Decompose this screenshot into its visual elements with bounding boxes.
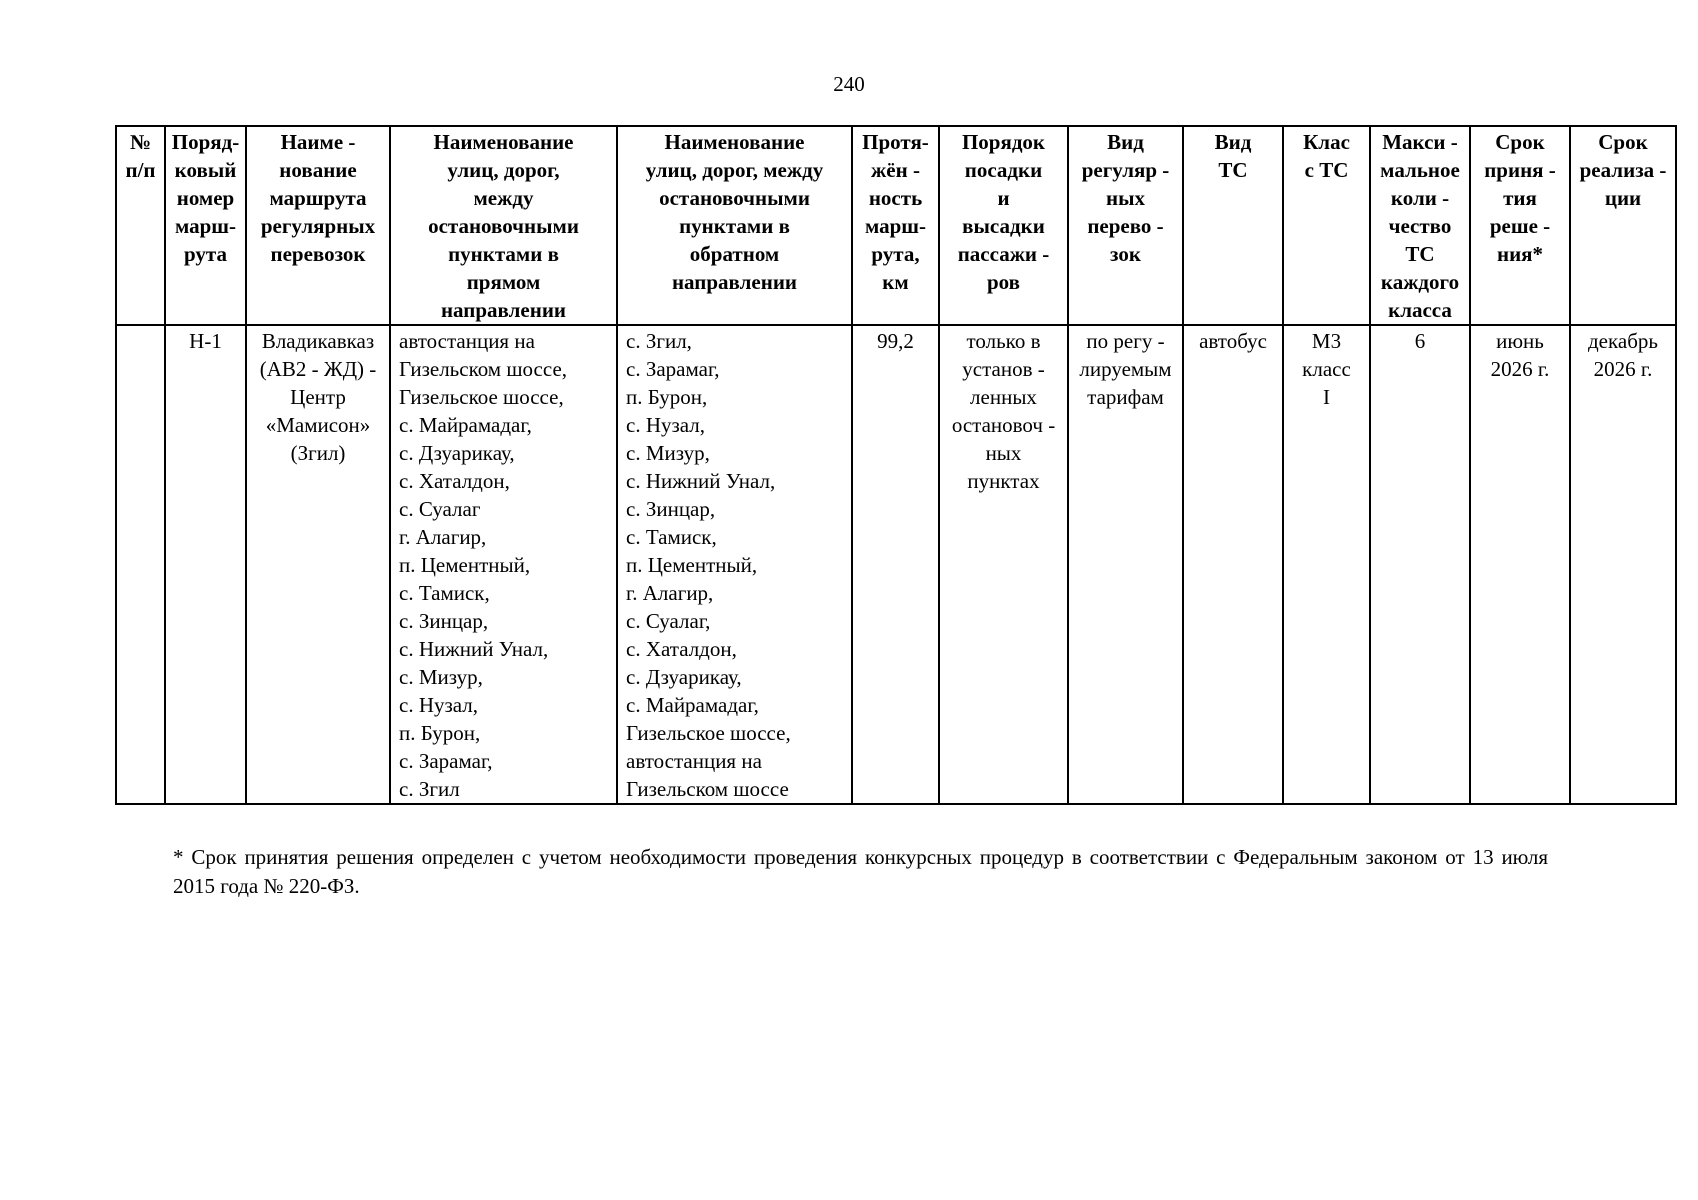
header-cell xyxy=(1570,126,1676,325)
cell-line: ленных xyxy=(970,385,1037,409)
max-count-cell xyxy=(1370,325,1470,804)
cell-line: маршрута xyxy=(269,186,367,210)
cell-line: км xyxy=(882,270,909,294)
cell-line: Наименование xyxy=(664,130,805,154)
cell-line: июнь xyxy=(1496,329,1544,353)
cell-line: мальное xyxy=(1380,158,1460,182)
page-number: 240 xyxy=(833,72,865,96)
cell-line: автостанция на xyxy=(626,749,762,773)
header-cell xyxy=(617,126,852,325)
cell-line: п. Цементный, xyxy=(399,553,531,577)
cell-line: остановоч - xyxy=(951,413,1056,437)
cell-line: Срок xyxy=(1495,130,1545,154)
cell-line: рута, xyxy=(871,242,920,266)
cell-line: улиц, дорог, xyxy=(447,158,560,182)
num-cell xyxy=(116,325,165,804)
cell-line: с. Суалаг, xyxy=(626,609,711,633)
decision-date-cell xyxy=(1470,325,1570,804)
cell-line: с. Хаталдон, xyxy=(626,637,737,661)
cell-line: ных xyxy=(985,441,1022,465)
header-cell xyxy=(1068,126,1183,325)
table-row xyxy=(116,325,1676,804)
cell-line: каждого xyxy=(1380,270,1460,294)
cell-line: по регу - xyxy=(1086,329,1165,353)
cell-line: (Згил) xyxy=(290,441,346,465)
cell-line: с. Нижний Унал, xyxy=(626,469,776,493)
cell-line: ковый xyxy=(174,158,237,182)
cell-line: нование xyxy=(279,158,357,182)
cell-line: 2026 г. xyxy=(1593,357,1653,381)
cell-line: зок xyxy=(1110,242,1141,266)
header-cell xyxy=(246,126,390,325)
cell-line: коли - xyxy=(1390,186,1450,210)
cell-line: ность xyxy=(868,186,923,210)
cell-line: чество xyxy=(1388,214,1452,238)
header-cell xyxy=(1183,126,1283,325)
cell-line: Гизельское шоссе, xyxy=(626,721,791,745)
route-length-cell xyxy=(852,325,939,804)
cell-line: Клас xyxy=(1303,130,1350,154)
cell-line: марш- xyxy=(174,214,237,238)
header-cell xyxy=(1283,126,1370,325)
cell-line: направлении xyxy=(671,270,798,294)
cell-line: и xyxy=(997,186,1010,210)
cell-line: с. Зинцар, xyxy=(399,609,489,633)
cell-line: с. Нижний Унал, xyxy=(399,637,549,661)
cell-line: перево - xyxy=(1087,214,1164,238)
cell-line: Протя- xyxy=(862,130,929,154)
cell-line: с. Майрамадаг, xyxy=(626,693,759,717)
cell-line: г. Алагир, xyxy=(399,525,487,549)
cell-line: п. Цементный, xyxy=(626,553,758,577)
cell-line: рута xyxy=(184,242,227,266)
cell-line: приня - xyxy=(1484,158,1556,182)
cell-line: направлении xyxy=(440,298,567,322)
header-cell xyxy=(1470,126,1570,325)
header-cell xyxy=(852,126,939,325)
route-number-cell xyxy=(165,325,246,804)
cell-line: с. Згил, xyxy=(626,329,692,353)
cell-line: номер xyxy=(176,186,235,210)
transport-type-cell xyxy=(1068,325,1183,804)
cell-line: пассажи - xyxy=(957,242,1050,266)
cell-line: с. Нузал, xyxy=(626,413,706,437)
cell-line: перевозок xyxy=(270,242,366,266)
cell-line: Наименование xyxy=(433,130,574,154)
cell-line: с. Зарамаг, xyxy=(626,357,720,381)
cell-line: ных xyxy=(1106,186,1145,210)
cell-line: декабрь xyxy=(1588,329,1658,353)
cell-line: только в xyxy=(966,329,1041,353)
footnote: * Срок принятия решения определен с учетом необходимости проведения конкурсных процедур в соответствии с Федеральным законом от 13 июля 2015 года № 220-ФЗ. xyxy=(173,845,1548,898)
cell-line: Н-1 xyxy=(189,329,222,353)
cell-line: регуляр - xyxy=(1081,158,1170,182)
cell-line: с. Майрамадаг, xyxy=(399,413,532,437)
cell-line: остановочными xyxy=(659,186,810,210)
cell-line: с. Тамиск, xyxy=(399,581,490,605)
cell-line: 99,2 xyxy=(877,329,914,353)
cell-line: лируемым xyxy=(1079,357,1172,381)
cell-line: улиц, дорог, между xyxy=(645,158,824,182)
cell-line: Поряд- xyxy=(171,130,240,154)
cell-line: пунктами в xyxy=(448,242,559,266)
cell-line: ров xyxy=(987,270,1020,294)
cell-line: Владикавказ xyxy=(261,329,375,353)
header-cell xyxy=(165,126,246,325)
cell-line: остановочными xyxy=(428,214,579,238)
vehicle-class-cell xyxy=(1283,325,1370,804)
cell-line: Макси - xyxy=(1382,130,1458,154)
cell-line: с ТС xyxy=(1304,158,1349,182)
cell-line: реше - xyxy=(1489,214,1551,238)
cell-line: пунктах xyxy=(967,469,1040,493)
cell-line: ции xyxy=(1604,186,1642,210)
cell-line: г. Алагир, xyxy=(626,581,714,605)
implementation-date-cell xyxy=(1570,325,1676,804)
cell-line: класс xyxy=(1302,357,1351,381)
cell-line: Вид xyxy=(1214,130,1252,154)
cell-line: посадки xyxy=(964,158,1043,182)
cell-line: высадки xyxy=(962,214,1045,238)
cell-line: тия xyxy=(1503,186,1537,210)
cell-line: класса xyxy=(1388,298,1452,322)
cell-line: автостанция на xyxy=(399,329,535,353)
cell-line: I xyxy=(1323,385,1330,409)
cell-line: с. Суалаг xyxy=(399,497,481,521)
cell-line: марш- xyxy=(864,214,927,238)
cell-line: п/п xyxy=(125,158,156,182)
cell-line: с. Мизур, xyxy=(626,441,710,465)
cell-line: Вид xyxy=(1107,130,1144,154)
cell-line: 6 xyxy=(1414,329,1426,353)
cell-line: Наиме - xyxy=(280,130,356,154)
cell-line: установ - xyxy=(962,357,1045,381)
route-name-cell xyxy=(246,325,390,804)
cell-line: с. Хаталдон, xyxy=(399,469,510,493)
cell-line: автобус xyxy=(1199,329,1267,353)
cell-line: с. Нузал, xyxy=(399,693,479,717)
cell-line: (АВ2 - ЖД) - xyxy=(259,357,377,381)
table-header-row xyxy=(116,126,1676,325)
cell-line: п. Бурон, xyxy=(399,721,481,745)
cell-line: с. Зинцар, xyxy=(626,497,716,521)
cell-line: с. Мизур, xyxy=(399,665,483,689)
cell-line: ТС xyxy=(1405,242,1435,266)
cell-line: с. Дзуарикау, xyxy=(626,665,742,689)
cell-line: пунктами в xyxy=(679,214,790,238)
backward-streets-cell xyxy=(617,325,852,804)
cell-line: М3 xyxy=(1311,329,1342,353)
header-cell xyxy=(939,126,1068,325)
cell-line: между xyxy=(473,186,534,210)
cell-line: реализа - xyxy=(1579,158,1667,182)
header-cell xyxy=(116,126,165,325)
cell-line: Гизельском шоссе, xyxy=(399,357,568,381)
cell-line: 2026 г. xyxy=(1490,357,1550,381)
header-cell xyxy=(1370,126,1470,325)
cell-line: прямом xyxy=(466,270,541,294)
cell-line: Гизельское шоссе, xyxy=(399,385,564,409)
cell-line: ТС xyxy=(1218,158,1248,182)
cell-line: с. Дзуарикау, xyxy=(399,441,515,465)
cell-line: п. Бурон, xyxy=(626,385,708,409)
cell-line: ния* xyxy=(1496,242,1544,266)
header-cell xyxy=(390,126,617,325)
cell-line: с. Зарамаг, xyxy=(399,749,493,773)
cell-line: Порядок xyxy=(961,130,1046,154)
cell-line: с. Тамиск, xyxy=(626,525,717,549)
cell-line: Гизельском шоссе xyxy=(626,777,789,801)
vehicle-type-cell xyxy=(1183,325,1283,804)
cell-line: регулярных xyxy=(260,214,376,238)
cell-line: с. Згил xyxy=(399,777,460,801)
boarding-order-cell xyxy=(939,325,1068,804)
cell-line: жён - xyxy=(871,158,920,182)
cell-line: Центр xyxy=(290,385,346,409)
cell-line: Срок xyxy=(1598,130,1648,154)
cell-line: «Мамисон» xyxy=(265,413,371,437)
forward-streets-cell xyxy=(390,325,617,804)
cell-line: тарифам xyxy=(1087,385,1164,409)
cell-line: обратном xyxy=(689,242,780,266)
routes-table xyxy=(115,125,1677,805)
cell-line: № xyxy=(129,130,152,154)
